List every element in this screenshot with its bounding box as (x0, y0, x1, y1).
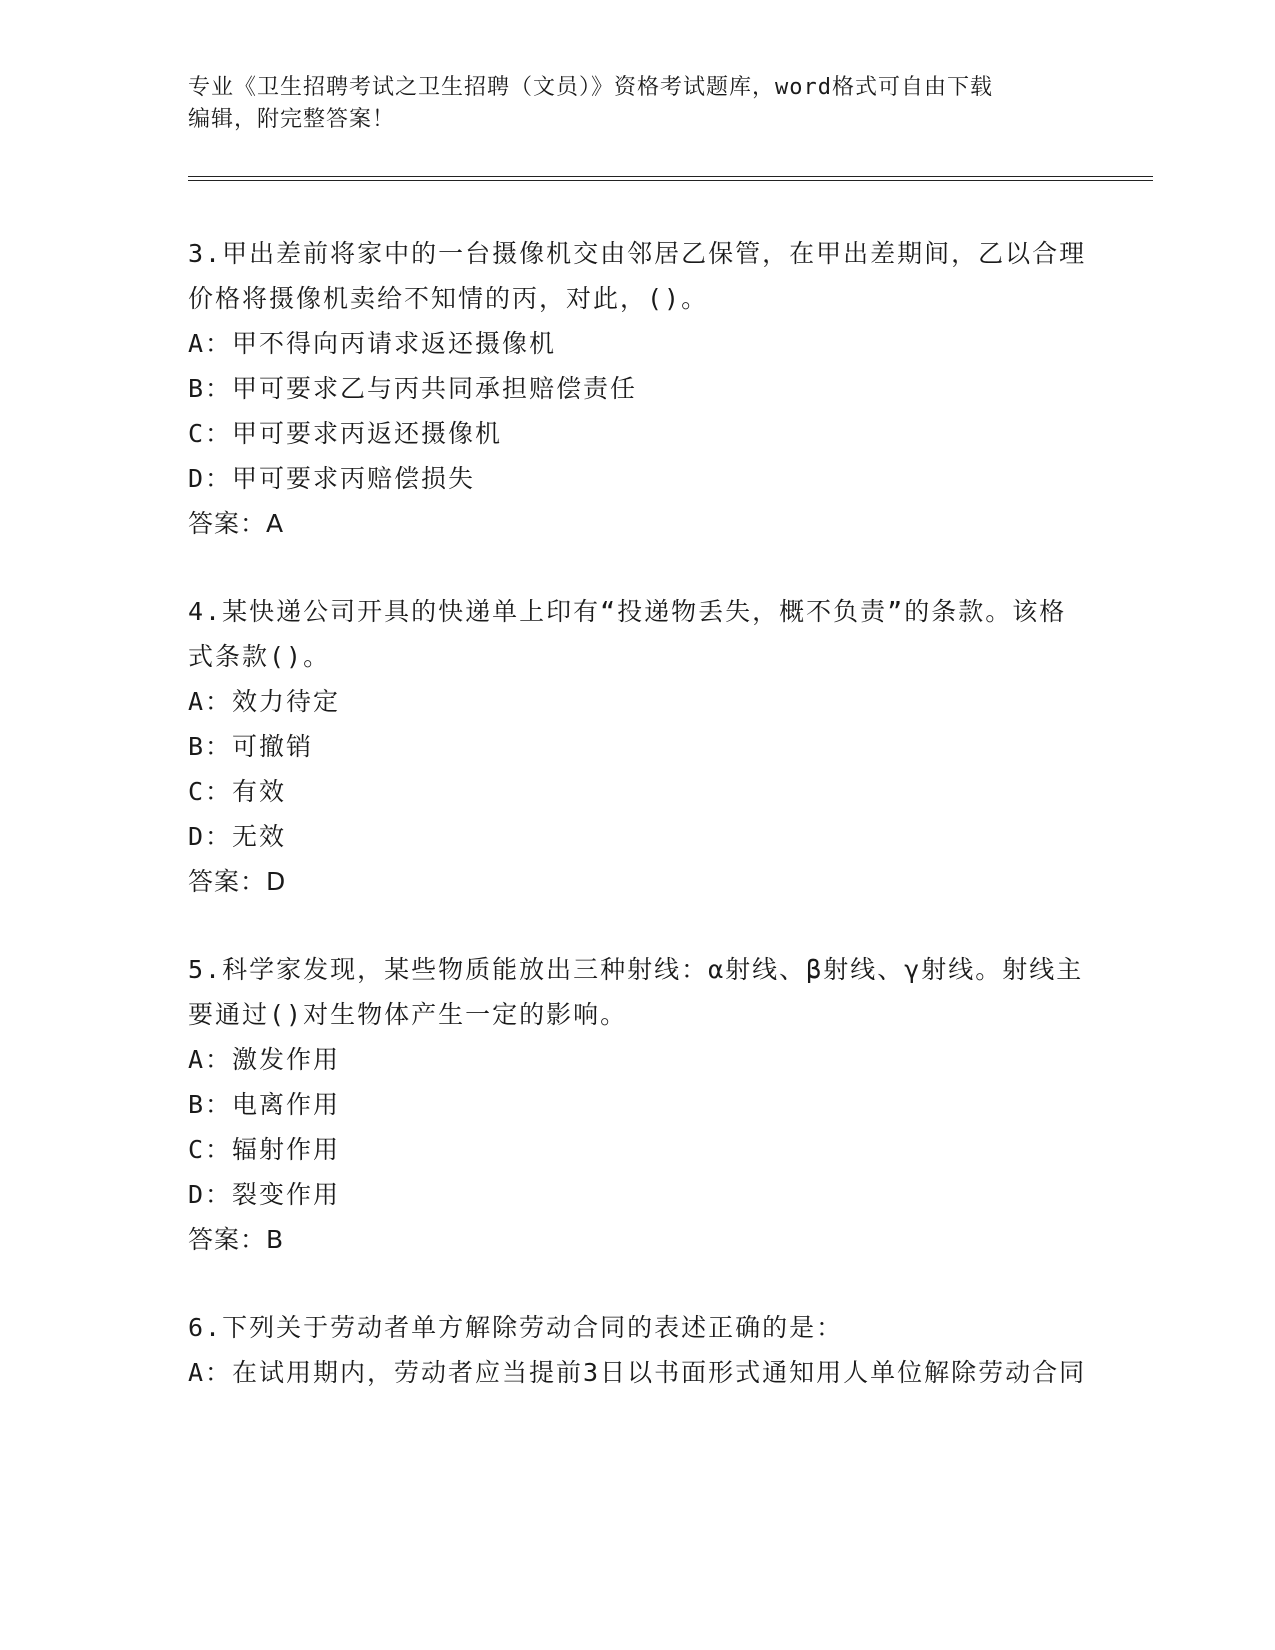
option-d: D：无效 (188, 822, 287, 851)
header-line-1: 专业《卫生招聘考试之卫生招聘（文员）》资格考试题库，word格式可自由下载 (188, 75, 993, 100)
answer-line: 答案：B (188, 1225, 285, 1254)
question-text: 4.某快递公司开具的快递单上印有“投递物丢失，概不负责”的条款。该格式条款()。 (188, 597, 1067, 671)
option-c: C：甲可要求丙返还摄像机 (188, 419, 503, 448)
question-list (188, 231, 1088, 1438)
document-page (188, 0, 1088, 1650)
option-a: A：激发作用 (188, 1045, 341, 1074)
question-4 (188, 589, 1088, 904)
question-3 (188, 231, 1088, 546)
header-line-2: 编辑，附完整答案！ (188, 107, 396, 132)
option-a: A：甲不得向丙请求返还摄像机 (188, 329, 557, 358)
question-text: 6.下列关于劳动者单方解除劳动合同的表述正确的是： (188, 1313, 844, 1342)
question-6 (188, 1305, 1088, 1395)
question-text: 3.甲出差前将家中的一台摄像机交由邻居乙保管，在甲出差期间，乙以合理价格将摄像机卖给不知情的丙，对此，()。 (188, 239, 1087, 313)
option-b: B：可撤销 (188, 732, 314, 761)
option-d: D：甲可要求丙赔偿损失 (188, 464, 476, 493)
answer-line: 答案：D (188, 867, 287, 896)
question-5 (188, 947, 1088, 1262)
option-d: D：裂变作用 (188, 1180, 341, 1209)
option-a: A：效力待定 (188, 687, 341, 716)
header-divider (188, 176, 1153, 181)
option-c: C：辐射作用 (188, 1135, 341, 1164)
answer-line: 答案：A (188, 509, 285, 538)
option-a: A：在试用期内，劳动者应当提前3日以书面形式通知用人单位解除劳动合同 (188, 1358, 1087, 1387)
option-b: B：电离作用 (188, 1090, 341, 1119)
option-c: C：有效 (188, 777, 287, 806)
question-text: 5.科学家发现，某些物质能放出三种射线：α射线、β射线、γ射线。射线主要通过()对生物体产生一定的影响。 (188, 955, 1084, 1029)
document-header (188, 72, 1068, 136)
option-b: B：甲可要求乙与丙共同承担赔偿责任 (188, 374, 638, 403)
